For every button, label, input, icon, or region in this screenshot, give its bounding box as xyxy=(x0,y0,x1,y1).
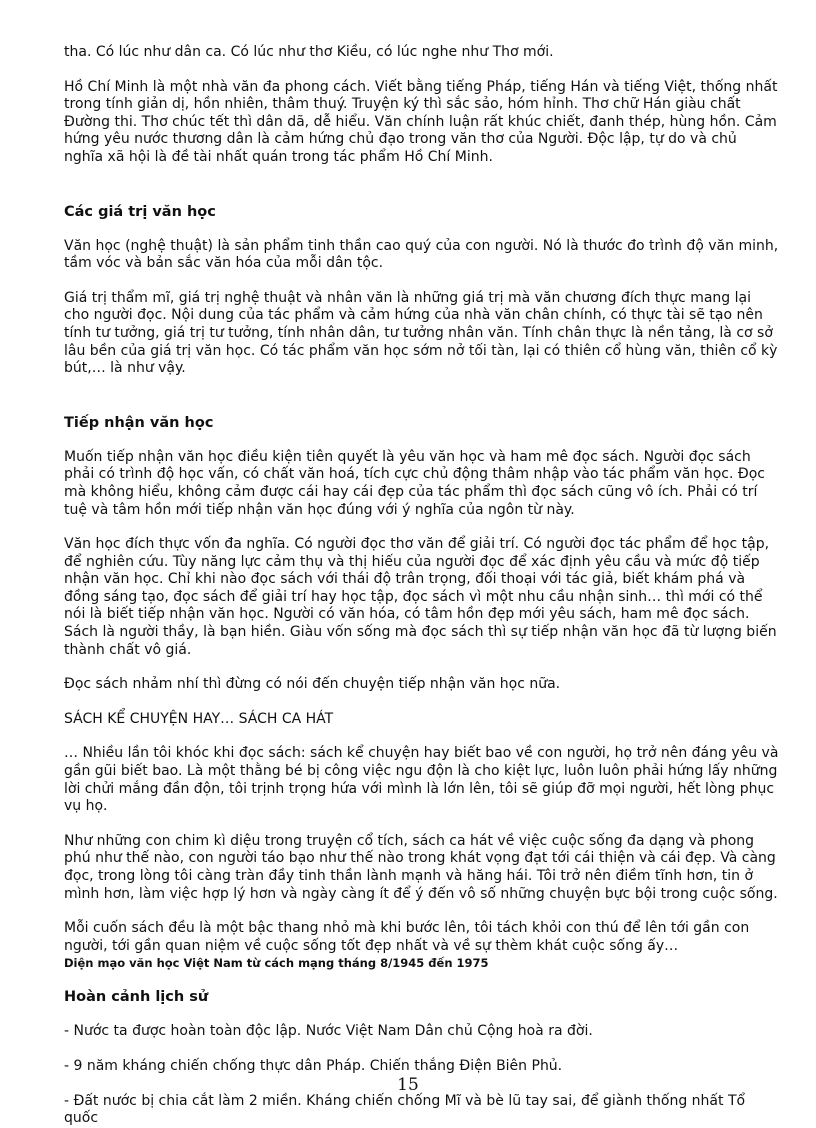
reception-paragraph-2: Văn học đích thực vốn đa nghĩa. Có người đọc thơ văn để giải trí. Có người đọc tác phẩm để học tập, để nghiên cứu. Tùy năng lực cảm thụ và thị hiếu của người đọc để xác định yêu cầu và mức độ tiếp nhận văn học. Chỉ khi nào đọc sách với thái độ trân trọng, đối thoại với tác giả, biết khám phá và đồng sáng tạo, đọc sách để giải trí hay học tập, đọc sách vì một nhu cầu nhận sinh… thì mới có thể nói là biết tiếp nhận văn học. Người có văn hóa, có tâm hồn đẹp mới yêu sách, ham mê đọc sách. Sách là người thầy, là bạn hiền. Giàu vốn sống mà đọc sách thì sự tiếp nhận văn học đã từ lượng biến thành chất vô giá. xyxy=(64,536,777,658)
quote-paragraph-2: Như những con chim kì diệu trong truyện cổ tích, sách ca hát về việc cuộc sống đa dạng và phong phú như thế nào, con người táo bạo như thế nào trong khát vọng đạt tới cái thiện và cái đẹp. Và càng đọc, trong lòng tôi càng tràn đầy tinh thần lành mạnh và hăng hái. Tôi trở nên điềm tĩnh hơn, tin ở mình hơn, làm việc hợp lý hơn và ngày càng ít để ý đến vô số những chuyện bực bội trong cuộc sống. xyxy=(64,832,778,902)
page-content xyxy=(64,44,779,1128)
page-number: 15 xyxy=(397,1075,419,1095)
intro-line: tha. Có lúc như dân ca. Có lúc như thơ Kiều, có lúc nghe như Thơ mới. xyxy=(64,44,554,60)
reception-paragraph-1: Muốn tiếp nhận văn học điều kiện tiên quyết là yêu văn học và ham mê đọc sách. Người đọc sách phải có trình độ học vấn, có chất văn hoá, tích cực chủ động thâm nhập vào tác phẩm văn học. Đọc mà không hiểu, không cảm được cái hay cái đẹp của tác phẩm thì đọc sách cũng vô ích. Phải có trí tuệ và tâm hồn mới tiếp nhận văn học đúng với ý nghĩa của ngôn từ này. xyxy=(64,448,765,518)
heading-values: Các giá trị văn học xyxy=(64,203,216,220)
reception-paragraph-3: Đọc sách nhảm nhí thì đừng có nói đến chuyện tiếp nhận văn học nữa. xyxy=(64,676,561,693)
sub-heading: Diện mạo văn học Việt Nam từ cách mạng tháng 8/1945 đến 1975 xyxy=(64,956,489,971)
history-item-3: - Đất nước bị chia cắt làm 2 miền. Kháng chiến chống Mĩ và bè lũ tay sai, để giành thống nhất Tổ quốc xyxy=(64,1092,746,1127)
book-title-line: SÁCH KỂ CHUYỆN HAY… SÁCH CA HÁT xyxy=(64,710,334,727)
heading-reception: Tiếp nhận văn học xyxy=(64,414,214,431)
history-item-1: - Nước ta được hoàn toàn độc lập. Nước Việt Nam Dân chủ Cộng hoà ra đời. xyxy=(64,1023,593,1040)
intro-paragraph: Hồ Chí Minh là một nhà văn đa phong cách. Viết bằng tiếng Pháp, tiếng Hán và tiếng Việt, thống nhất trong tính giản dị, hồn nhiên, thâm thuý. Truyện ký thì sắc sảo, hóm hỉnh. Thơ chữ Hán giàu chất Đường thi. Thơ chúc tết thì dân dã, dễ hiểu. Văn chính luận rất khúc chiết, đanh thép, hùng hồn. Cảm hứng yêu nước thương dân là cảm hứng chủ đạo trong văn thơ của Người. Độc lập, tự do và chủ nghĩa xã hội là đề tài nhất quán trong tác phẩm Hồ Chí Minh. xyxy=(64,78,778,165)
history-item-2: - 9 năm kháng chiến chống thực dân Pháp. Chiến thắng Điện Biên Phủ. xyxy=(64,1057,563,1074)
quote-paragraph-1: … Nhiều lần tôi khóc khi đọc sách: sách kể chuyện hay biết bao về con người, họ trở nên đáng yêu và gần gũi biết bao. Là một thằng bé bị công việc ngu độn là cho kiệt lực, luôn luôn phải hứng lấy những lời chửi mắng đần độn, tôi trịnh trọng hứa với mình là lớn lên, tôi sẽ giúp đỡ mọi người, hết lòng phục vụ họ. xyxy=(64,745,779,815)
heading-history: Hoàn cảnh lịch sử xyxy=(64,989,209,1006)
values-paragraph-1: Văn học (nghệ thuật) là sản phẩm tinh thần cao quý của con người. Nó là thước đo trình độ văn minh, tầm vóc và bản sắc văn hóa của mỗi dân tộc. xyxy=(64,237,779,272)
quote-paragraph-3: Mỗi cuốn sách đều là một bậc thang nhỏ mà khi bước lên, tôi tách khỏi con thú để lên tới gần con người, tới gần quan niệm về cuộc sống tốt đẹp nhất và về sự thèm khát cuộc sống ấy… xyxy=(64,920,750,954)
values-paragraph-2: Giá trị thẩm mĩ, giá trị nghệ thuật và nhân văn là những giá trị mà văn chương đích thực mang lại cho người đọc. Nội dung của tác phẩm và cảm hứng của nhà văn chân chính, có thực tài sẽ tạo nên tính tư tưởng, giá trị tư tưởng, tính nhân dân, tư tưởng nhân văn. Tính chân thực là nền tảng, là cơ sở lâu bền của giá trị văn học. Có tác phẩm văn học sớm nở tối tàn, lại có thiên cổ hùng văn, thiên cổ kỳ bút,… là như vậy. xyxy=(64,289,778,377)
